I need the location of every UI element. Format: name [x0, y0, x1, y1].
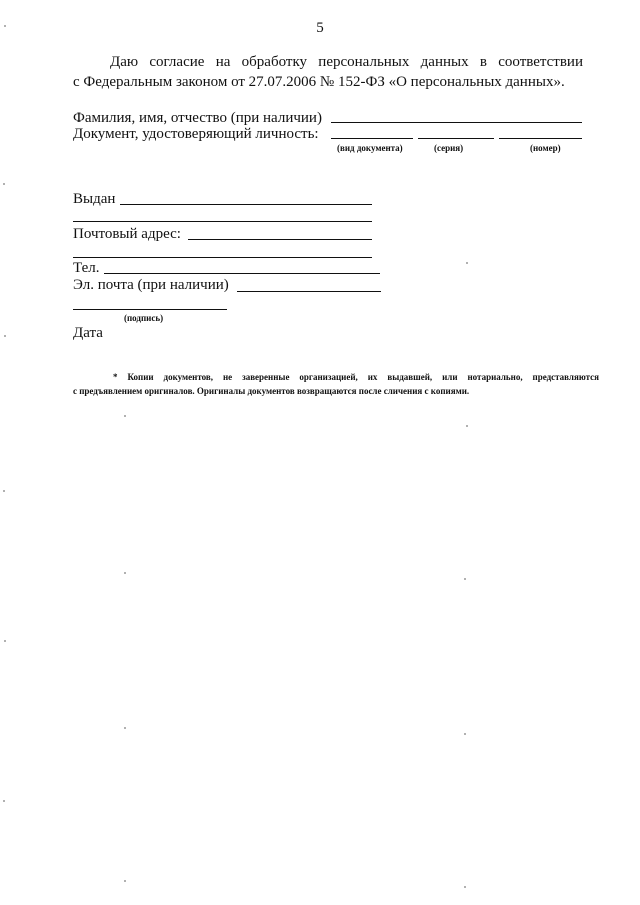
issued-by-label: Выдан — [73, 191, 116, 207]
scan-speck — [124, 572, 126, 574]
scan-speck — [4, 335, 6, 337]
scan-speck — [466, 425, 468, 427]
postal-address-field[interactable] — [188, 239, 372, 240]
postal-address-label: Почтовый адрес: — [73, 226, 181, 242]
id-document-label: Документ, удостоверяющий личность: — [73, 126, 319, 142]
scan-speck — [124, 727, 126, 729]
email-field[interactable] — [237, 291, 381, 292]
scan-speck — [3, 183, 5, 185]
scan-speck — [466, 262, 468, 264]
email-label: Эл. почта (при наличии) — [73, 277, 229, 293]
consent-line-1: Даю согласие на обработку персональных данных в соответствии — [110, 54, 583, 70]
full-name-field[interactable] — [331, 122, 582, 123]
scan-speck — [124, 415, 126, 417]
phone-field[interactable] — [104, 273, 380, 274]
footnote-line-2: с предъявлением оригиналов. Оригиналы документов возвращаются после сличения с копиями. — [73, 386, 470, 396]
date-label: Дата — [73, 325, 103, 341]
issued-by-field[interactable] — [120, 204, 372, 205]
page-number: 5 — [316, 20, 324, 36]
phone-label: Тел. — [73, 260, 100, 276]
consent-paragraph — [73, 52, 583, 92]
scan-speck — [3, 800, 5, 802]
consent-line-2: с Федеральным законом от 27.07.2006 № 152-ФЗ «О персональных данных». — [73, 74, 565, 90]
postal-address-field-line-2[interactable] — [73, 257, 372, 258]
doc-type-field[interactable] — [331, 138, 413, 139]
scan-speck — [4, 640, 6, 642]
scan-speck — [464, 578, 466, 580]
signature-field[interactable] — [73, 309, 227, 310]
scan-speck — [124, 880, 126, 882]
scan-speck — [3, 490, 5, 492]
issued-by-field-line-2[interactable] — [73, 221, 372, 222]
doc-number-caption: (номер) — [530, 143, 561, 153]
full-name-label: Фамилия, имя, отчество (при наличии) — [73, 110, 322, 126]
doc-type-caption: (вид документа) — [337, 143, 403, 153]
doc-number-field[interactable] — [499, 138, 582, 139]
signature-caption: (подпись) — [124, 313, 164, 323]
doc-series-caption: (серия) — [434, 143, 464, 153]
footnote-line-1: * Копии документов, не заверенные организацией, их выдавшей, или нотариально, представляются — [113, 372, 599, 382]
footnote — [73, 370, 599, 398]
scan-speck — [464, 886, 466, 888]
scan-speck — [4, 25, 6, 27]
scan-speck — [464, 733, 466, 735]
doc-series-field[interactable] — [418, 138, 494, 139]
